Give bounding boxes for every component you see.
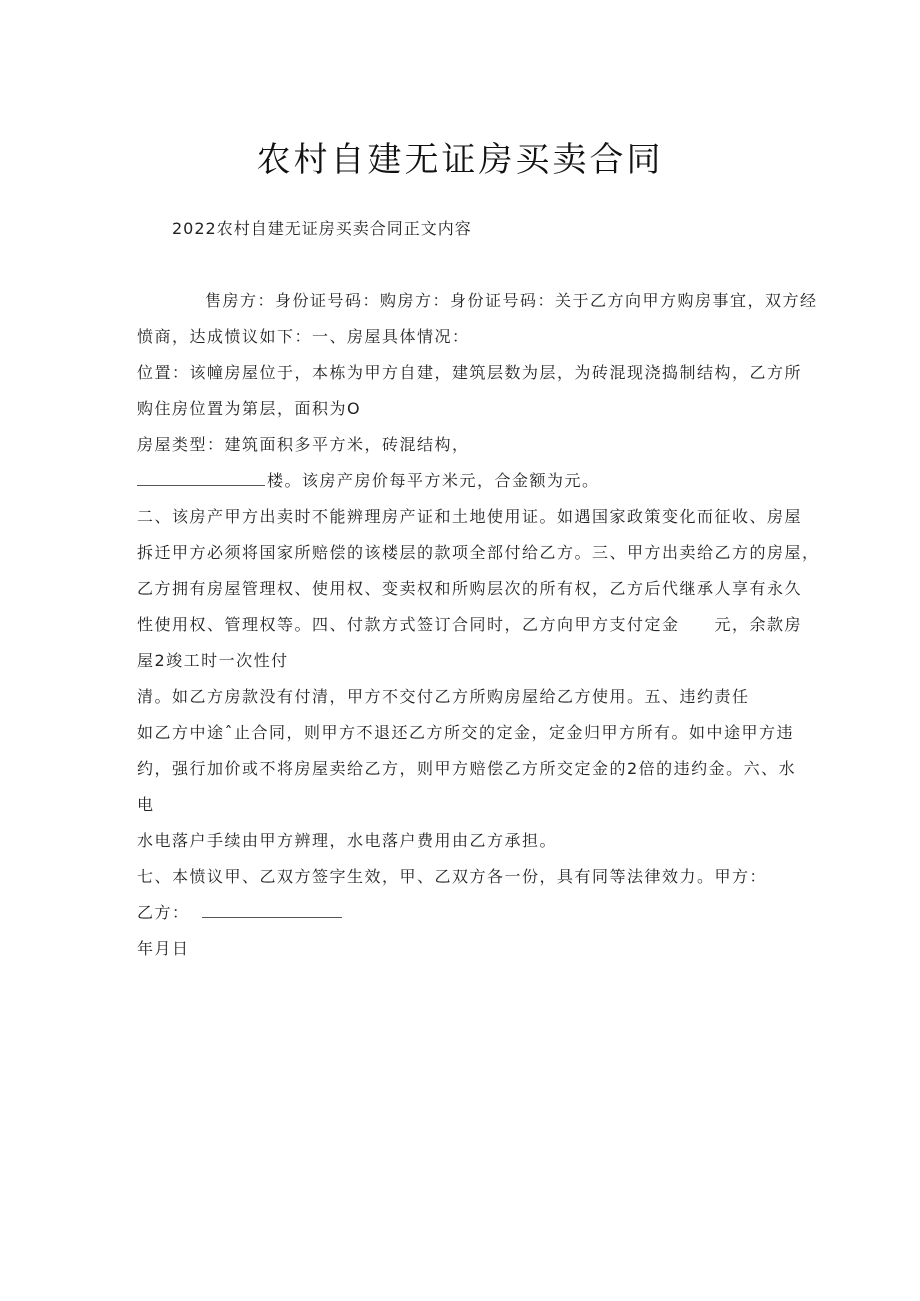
paragraph-line: 位置：该幢房屋位于，本栋为甲方自建，建筑层数为层，为砖混现浇捣制结构，乙方所: [137, 363, 803, 382]
paragraph-line: 清。如乙方房款没有付清，甲方不交付乙方所购房屋给乙方使用。五、违约责任: [137, 687, 750, 706]
signature-line-party-b: [137, 898, 787, 934]
party-b-label: 乙方：: [137, 903, 190, 922]
signature-blank[interactable]: [202, 899, 342, 918]
paragraph-line: 乙方拥有房屋管理权、使用权、变卖权和所购层次的所有权，乙方后代继承人享有永久: [137, 579, 803, 598]
paragraph-line: 约，强行加价或不将房屋卖给乙方，则甲方赔偿乙方所交定金的2倍的违约金。六、水: [137, 759, 797, 778]
fill-in-blank[interactable]: [137, 467, 265, 486]
document-title: 农村自建无证房买卖合同: [256, 140, 664, 180]
paragraph-line: 性使用权、管理权等。四、付款方式签订合同时，乙方向甲方支付定金 元，余款房: [137, 615, 803, 634]
paragraph-line: 购住房位置为第层，面积为O: [137, 399, 362, 418]
paragraph-line: 如乙方中途ˆ止合同，则甲方不退还乙方所交的定金，定金归甲方所有。如中途甲方违: [137, 723, 795, 742]
date-line: 年月日: [137, 939, 190, 958]
paragraph-text: 楼。该房产房价每平方米元，合金额为元。: [267, 471, 600, 490]
document-subtitle: 2022农村自建无证房买卖合同正文内容: [172, 219, 472, 238]
paragraph-line-with-blank: [137, 466, 787, 502]
paragraph-line: 房屋类型：建筑面积多平方米，砖混结构，: [137, 435, 470, 454]
paragraph-line: 屋2竣工时一次性付: [137, 651, 289, 670]
paragraph-line: 愤商，达成愤议如下：一、房屋具体情况：: [137, 327, 470, 346]
paragraph-line: 七、本愤议甲、乙双方签字生效，甲、乙双方各一份，具有同等法律效力。甲方：: [137, 867, 768, 886]
paragraph-line: 水电落户手续由甲方辨理，水电落户费用由乙方承担。: [137, 831, 558, 850]
paragraph-line: 二、该房产甲方出卖时不能辨理房产证和土地使用证。如遇国家政策变化而征收、房屋: [137, 507, 803, 526]
paragraph-line: 售房方：身份证号码：购房方：身份证号码：关于乙方向甲方购房事宜，双方经: [205, 291, 818, 310]
paragraph-line: 电: [137, 795, 155, 814]
contract-body: [137, 286, 820, 970]
paragraph-line: 拆迁甲方必须将国家所赔偿的该楼层的款项全部付给乙方。三、甲方出卖给乙方的房屋，: [137, 543, 820, 562]
